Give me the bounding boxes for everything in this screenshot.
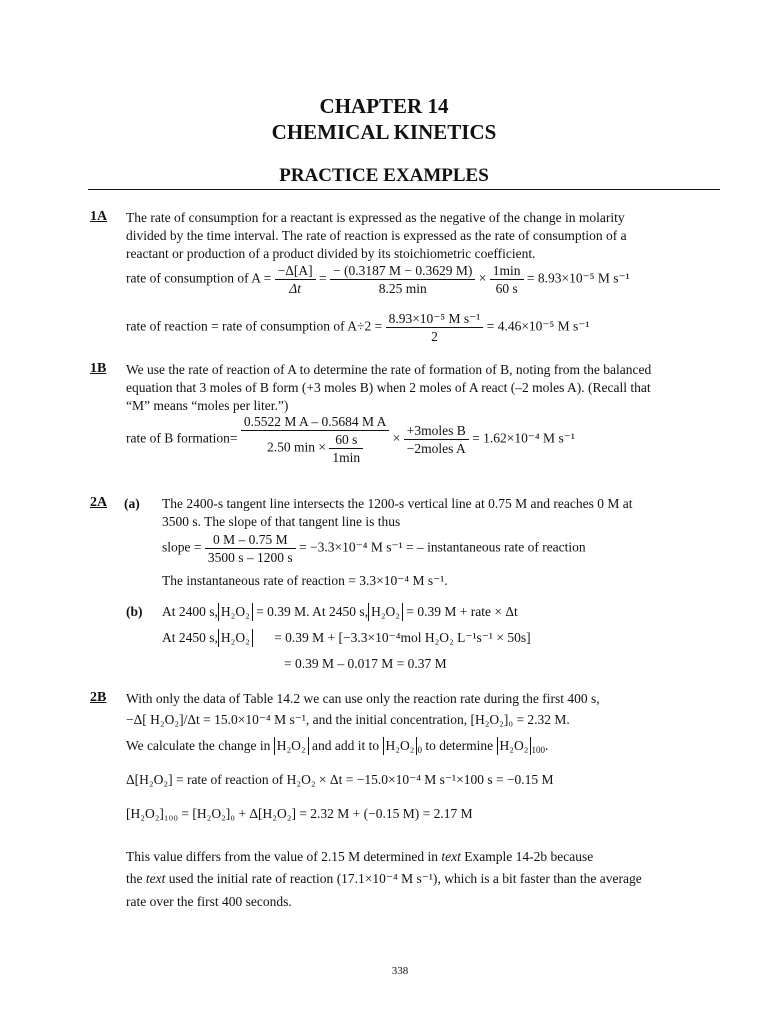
- numerator: 0 M – 0.75 M: [205, 531, 296, 549]
- concentration-bracket: H₂O₂: [497, 737, 532, 755]
- eq-lhs: rate of reaction = rate of consumption of A÷2 =: [126, 318, 383, 334]
- eq-result: = −3.3×10⁻⁴ M s⁻¹ = – instantaneous rate of reaction: [299, 539, 586, 555]
- numerator: 8.93×10⁻⁵ M s⁻¹: [386, 310, 484, 328]
- equation-formation-b: rate of B formation= 0.5522 M A – 0.5684 M A 2.50 min × $\frac{60 s}{1\min}$ × $\frac{\text{+3moles B}}{\text{−2moles A}}$ = 1.62×10⁻⁴ M s⁻¹: [126, 414, 575, 465]
- eq-lhs: slope =: [162, 539, 202, 555]
- eq-result: = 1.62×10⁻⁴ M s⁻¹: [472, 430, 575, 446]
- text-segment: We calculate the change in: [126, 738, 271, 753]
- eq-lhs: rate of B formation=: [126, 430, 238, 446]
- text-line: With only the data of Table 14.2 we can use only the reaction rate during the first 400 s,: [126, 691, 600, 706]
- equation-slope: [162, 531, 586, 566]
- text-segment: This value differs from the value of 2.15 M determined in: [126, 849, 439, 864]
- text-segment: and add it to: [312, 738, 380, 753]
- denominator: 8.25 min: [378, 281, 427, 296]
- text-line: “M” means “moles per liter.”): [126, 398, 289, 413]
- text-line: The 2400-s tangent line intersects the 1200-s vertical line at 0.75 M and reaches 0 M at: [162, 496, 633, 511]
- text-line: The rate of consumption for a reactant is expressed as the negative of the change in molarity: [126, 210, 625, 225]
- part-label-a: (a): [124, 496, 140, 511]
- b-text: = 0.39 M + [−3.3×10⁻⁴mol H₂O₂ L⁻¹s⁻¹ × 50s]: [274, 630, 531, 645]
- instantaneous-rate: The instantaneous rate of reaction = 3.3×10⁻⁴ M s⁻¹.: [162, 573, 448, 588]
- equation-rate-consumption: rate of consumption of A = $\frac{-\Delta[A]}{\Delta t}$ = $\frac{- (0.3187 M - 0.3629 M)}{8.25 \min}$ × $\frac{1\min}{60 s}$ = 8.93×10⁻⁵ M s⁻¹: [126, 263, 630, 296]
- concentration-bracket: H₂O₂: [274, 737, 309, 755]
- text-line: [126, 870, 642, 888]
- concentration-bracket: H₂O₂: [218, 603, 253, 621]
- b-line-2: [162, 629, 531, 647]
- eq-lhs: rate of consumption of A =: [126, 270, 272, 286]
- text-line: [126, 848, 593, 866]
- eq-result: = 8.93×10⁻⁵ M s⁻¹: [526, 270, 630, 286]
- b-text: At 2450 s,: [162, 630, 218, 645]
- text-line: [126, 711, 570, 729]
- fraction: [490, 262, 524, 297]
- b-text: = 0.39 M. At 2450 s,: [256, 604, 369, 619]
- numerator: 60 s: [329, 431, 363, 449]
- example-label-2b: 2B: [90, 690, 107, 705]
- fraction: [404, 422, 469, 457]
- b-line-1: [162, 603, 518, 621]
- numerator: +3moles B: [404, 422, 469, 440]
- text-segment: the: [126, 871, 143, 886]
- b-text: At 2400 s,: [162, 604, 218, 619]
- text-line: equation that 3 moles of B form (+3 moles B) when 2 moles of A react (–2 moles A). (Recall that: [126, 380, 651, 395]
- text-italic: text: [441, 849, 461, 864]
- equation-delta: Δ[H₂O₂] = rate of reaction of H₂O₂ × Δt = −15.0×10⁻⁴ M s⁻¹×100 s = −0.15 M: [126, 772, 554, 787]
- denominator-text: 2.50 min ×: [267, 439, 327, 455]
- fraction: [241, 413, 390, 466]
- concentration-bracket: H₂O₂: [368, 603, 403, 621]
- b-line-3: = 0.39 M – 0.017 M = 0.37 M: [284, 656, 447, 671]
- denominator: 1min: [332, 450, 361, 465]
- fraction: [330, 262, 475, 297]
- text-line: We use the rate of reaction of A to determine the rate of formation of B, noting from the balanced: [126, 362, 652, 377]
- numerator: 1min: [490, 262, 524, 280]
- text-line: reactant or production of a product divided by its stoichiometric coefficient.: [126, 246, 536, 261]
- eq-result: = 4.46×10⁻⁵ M s⁻¹: [486, 318, 590, 334]
- numerator: 0.5522 M A – 0.5684 M A: [241, 413, 390, 431]
- header-rule: [88, 189, 720, 190]
- chapter-title: CHEMICAL KINETICS: [271, 120, 497, 144]
- chapter-number: CHAPTER 14: [319, 94, 449, 118]
- fraction: [329, 431, 363, 466]
- example-label-1b: 1B: [90, 361, 107, 376]
- section-title: PRACTICE EXAMPLES: [279, 165, 489, 186]
- denominator: 60 s: [495, 281, 518, 296]
- text-segment: used the initial rate of reaction: [168, 871, 334, 886]
- concentration-bracket: H₂O₂: [218, 629, 253, 647]
- denominator: [241, 431, 390, 466]
- fraction: [205, 531, 296, 566]
- text-line: divided by the time interval. The rate of reaction is expressed as the rate of consumption of a: [126, 228, 627, 243]
- text-segment: −Δ[ H₂O₂]/Δt = 15.0×10⁻⁴ M s⁻¹, and the initial concentration,: [126, 712, 468, 727]
- denominator: −2moles A: [406, 441, 466, 456]
- equation-final-concentration: [H₂O₂]₁₀₀ = [H₂O₂]₀ + Δ[H₂O₂] = 2.32 M + (−0.15 M) = 2.17 M: [126, 806, 473, 821]
- numerator: −Δ[A]: [275, 262, 316, 280]
- part-label-b: (b): [126, 604, 143, 619]
- text-italic: text: [145, 871, 166, 886]
- concentration-bracket: H₂O₂: [383, 737, 418, 755]
- example-label-1a: 1A: [90, 209, 108, 224]
- fraction: [275, 262, 316, 297]
- text-line: 3500 s. The slope of that tangent line is thus: [162, 514, 401, 529]
- equation-rate-reaction: [126, 310, 589, 345]
- fraction: [386, 310, 484, 345]
- numerator: − (0.3187 M − 0.3629 M): [330, 262, 475, 280]
- text-segment: Example 14-2b because: [464, 849, 594, 864]
- denominator: 2: [431, 329, 438, 344]
- denominator: 3500 s – 1200 s: [207, 550, 293, 565]
- text-segment: [H₂O₂]₀ = 2.32 M.: [470, 712, 570, 727]
- rate-value: (17.1×10⁻⁴ M s⁻¹): [336, 871, 438, 886]
- example-label-2a: 2A: [90, 495, 108, 510]
- text-segment: , which is a bit faster than the average: [437, 871, 642, 886]
- text-line: rate over the first 400 seconds.: [126, 894, 292, 909]
- text-segment: to determine: [425, 738, 494, 753]
- b-text: = 0.39 M + rate × Δt: [406, 604, 518, 619]
- page-number: 338: [391, 965, 409, 977]
- text-line: We calculate the change in H₂O₂ and add it to H₂O₂ $_0$ to determine H₂O₂ $_{100}$.: [126, 738, 549, 755]
- denominator: Δt: [289, 281, 301, 296]
